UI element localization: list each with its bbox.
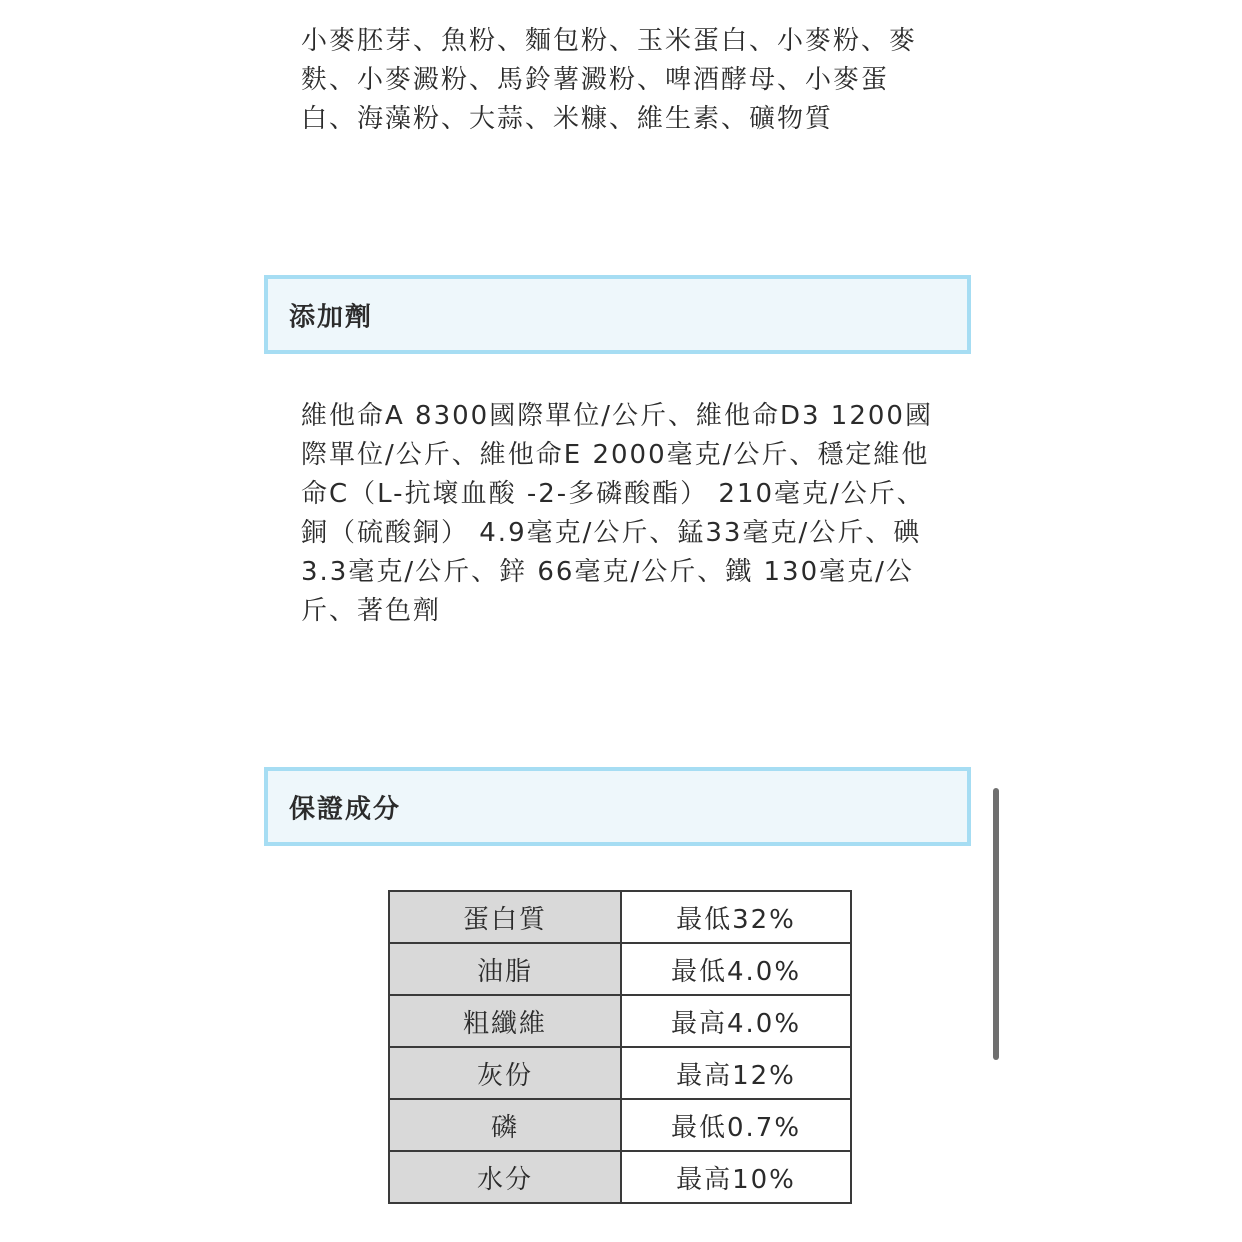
- guaranteed-analysis-title: 保證成分: [289, 794, 402, 824]
- nutrient-name: 灰份: [389, 1047, 621, 1099]
- nutrient-name: 磷: [389, 1099, 621, 1151]
- additives-section-header: [264, 275, 971, 354]
- ingredients-text: 小麥胚芽、魚粉、麵包粉、玉米蛋白、小麥粉、麥麩、小麥澱粉、馬鈴薯澱粉、啤酒酵母、小麥蛋白、海藻粉、大蒜、米糠、維生素、礦物質: [301, 26, 918, 134]
- nutrient-name: 粗纖維: [389, 995, 621, 1047]
- nutrient-value: 最高10%: [621, 1151, 851, 1203]
- nutrient-name: 水分: [389, 1151, 621, 1203]
- nutrient-value: 最低4.0%: [621, 943, 851, 995]
- table-row: [389, 943, 851, 995]
- guaranteed-analysis-section-header: [264, 767, 971, 846]
- vertical-scrollbar[interactable]: [993, 788, 999, 1060]
- additives-title: 添加劑: [289, 302, 374, 332]
- nutrient-value: 最高4.0%: [621, 995, 851, 1047]
- nutrient-name: 蛋白質: [389, 891, 621, 943]
- guaranteed-analysis-table: [388, 890, 852, 1204]
- nutrient-value: 最低32%: [621, 891, 851, 943]
- nutrient-value: 最低0.7%: [621, 1099, 851, 1151]
- table-row: [389, 1099, 851, 1151]
- table-row: [389, 1047, 851, 1099]
- additives-text: 維他命A 8300國際單位/公斤、維他命D3 1200國際單位/公斤、維他命E 2000毫克/公斤、穩定維他命C（L-抗壞血酸 -2-多磷酸酯） 210毫克/公斤、銅（硫酸銅） 4.9毫克/公斤、錳33毫克/公斤、碘3.3毫克/公斤、鋅 66毫克/公斤、鐵 130毫克/公斤、著色劑: [301, 401, 933, 626]
- nutrient-value: 最高12%: [621, 1047, 851, 1099]
- table-row: [389, 1151, 851, 1203]
- nutrient-name: 油脂: [389, 943, 621, 995]
- table-row: [389, 995, 851, 1047]
- table-row: [389, 891, 851, 943]
